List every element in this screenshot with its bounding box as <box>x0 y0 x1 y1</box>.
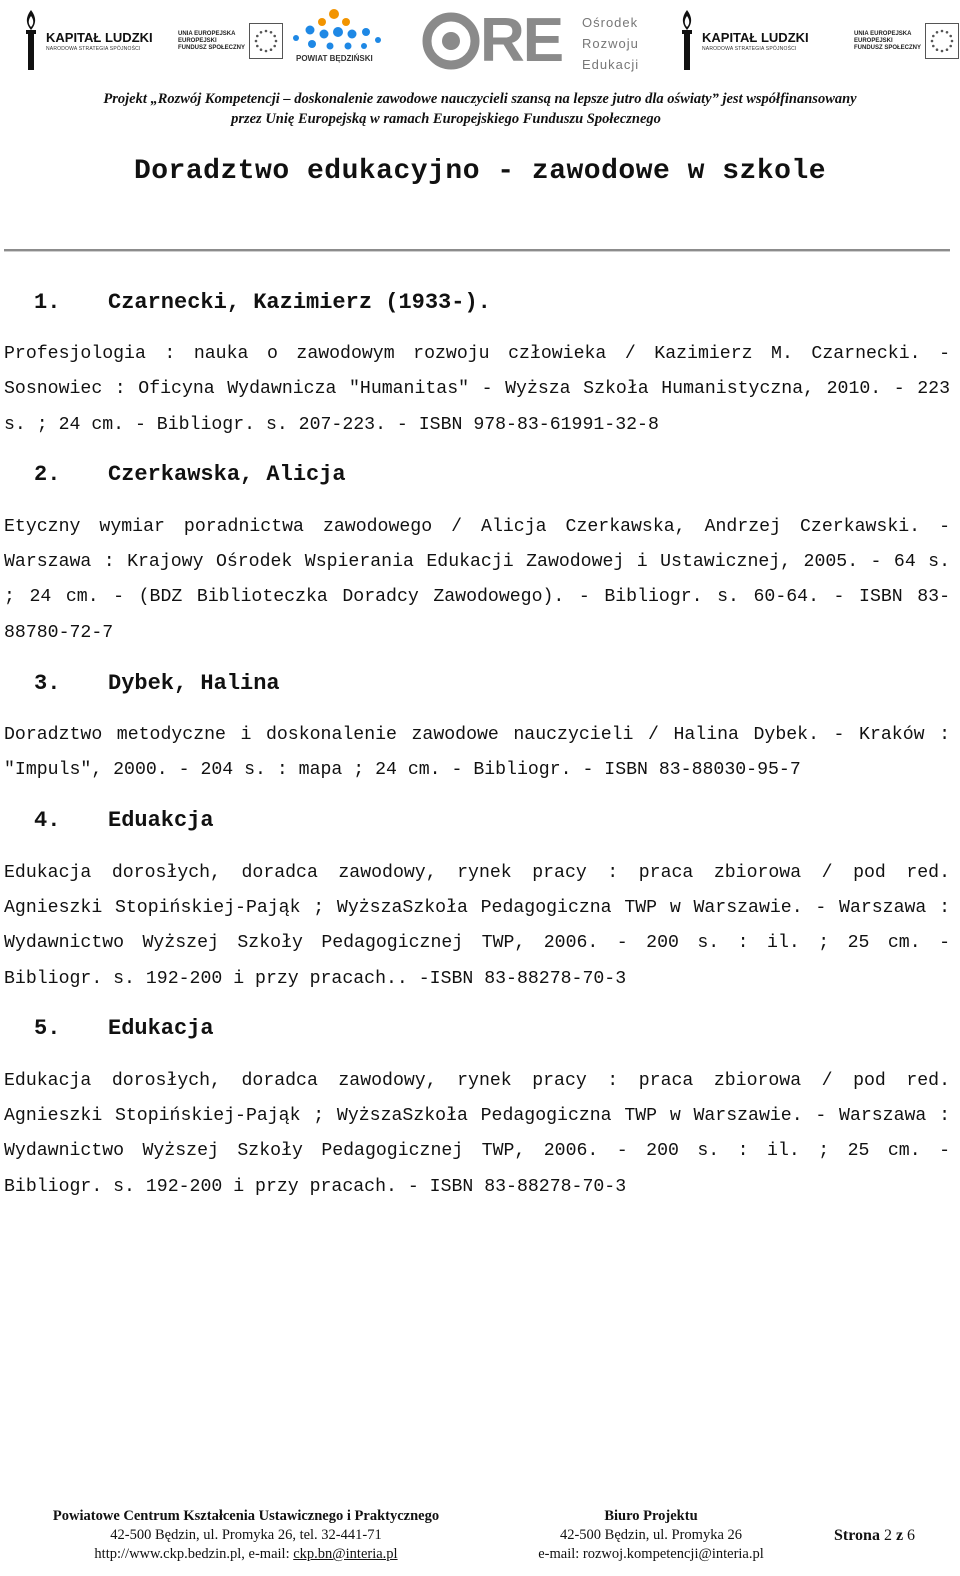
footer-institution-contact <box>20 1545 472 1564</box>
ore-line-3: Edukacji <box>582 57 640 72</box>
page-number <box>834 1527 915 1545</box>
page-label: Strona <box>834 1527 880 1544</box>
kapital-ludzki-logo-right <box>678 4 809 78</box>
entry-author: Eduakcja <box>108 808 214 834</box>
eu-line-3: FUNDUSZ SPOŁECZNY <box>854 44 922 51</box>
page-sep: z <box>895 1527 904 1544</box>
eu-line-2: EUROPEJSKI <box>178 37 217 44</box>
entry-description: Edukacja dorosłych, doradca zawodowy, rynek pracy : praca zbiorowa / pod red. Agnieszki Stopińskiej-Pająk ; WyższaSzkoła Pedagogiczna TWP w Warszawie. - Warszawa : Wydawnictwo Wyższej Szkoły Pedagogicznej TWP, 2006. - 200 s. : il. ; 25 cm. - Bibliogr. s. 192-200 i przy pracach.. -ISBN 83-88278-70-3 <box>4 862 950 989</box>
powiat-bedzinski-logo <box>286 8 386 70</box>
eu-flag-icon <box>925 23 959 59</box>
project-line-1: Projekt „Rozwój Kompetencji – doskonalenie zawodowe nauczycieli szansą na lepsze jutro dla oświaty” jest współfinansowany <box>103 91 857 107</box>
kl-title: KAPITAŁ LUDZKI <box>702 29 809 45</box>
entry-author: Dybek, Halina <box>108 670 280 696</box>
ore-wordmark: RE <box>480 6 563 75</box>
bibliography-entry <box>4 803 950 997</box>
title-divider <box>4 249 950 251</box>
eu-logo-left <box>178 18 283 64</box>
entry-number: 5. <box>34 1016 61 1042</box>
ore-side-text <box>582 12 639 75</box>
kl-title: KAPITAŁ LUDZKI <box>46 29 153 45</box>
torch-icon <box>678 8 696 74</box>
powiat-label: POWIAT BĘDZIŃSKI <box>296 54 373 63</box>
entry-heading <box>4 457 950 493</box>
kl-subtitle: NARODOWA STRATEGIA SPÓJNOŚCI <box>702 45 797 52</box>
entry-number: 3. <box>34 670 61 696</box>
powiat-dots-icon <box>286 8 386 54</box>
torch-icon <box>22 8 40 74</box>
ore-logo <box>422 8 662 74</box>
ore-line-2: Rozwoju <box>582 36 639 51</box>
footer-office-address: 42-500 Będzin, ul. Promyka 26 <box>559 1527 743 1543</box>
entry-author: Czarnecki, Kazimierz (1933-). <box>108 289 491 315</box>
eu-line-2: EUROPEJSKI <box>854 37 893 44</box>
ore-line-1: Ośrodek <box>582 15 639 30</box>
bibliography-entry <box>4 665 950 789</box>
bibliography-entry <box>4 457 950 651</box>
footer-email-link[interactable]: ckp.bn@interia.pl <box>293 1546 398 1562</box>
kapital-ludzki-logo-left <box>22 4 153 78</box>
eu-line-3: FUNDUSZ SPOŁECZNY <box>178 44 246 51</box>
project-line-2: przez Unię Europejską w ramach Europejskiego Funduszu Społecznego <box>231 111 661 127</box>
footer-web: http://www.ckp.bedzin.pl, e-mail: <box>94 1546 294 1562</box>
entry-description: Profesjologia : nauka o zawodowym rozwoju człowieka / Kazimierz M. Czarnecki. - Sosnowiec : Oficyna Wydawnicza "Humanitas" - Wyższa Szkoła Humanistyczna, 2010. - 223 s. ; 24 cm. - Bibliogr. s. 207-223. - ISBN 978-83-61991-32-8 <box>4 344 950 435</box>
eu-logo-right <box>854 18 959 64</box>
document-title: Doradztwo edukacyjno - zawodowe w szkole <box>133 156 827 187</box>
entry-description: Edukacja dorosłych, doradca zawodowy, rynek pracy : praca zbiorowa / pod red. Agnieszki Stopińskiej-Pająk ; WyższaSzkoła Pedagogiczna TWP w Warszawie. - Warszawa : Wydawnictwo Wyższej Szkoły Pedagogicznej TWP, 2006. - 200 s. : il. ; 25 cm. - Bibliogr. s. 192-200 i przy pracach. - ISBN 83-88278-70-3 <box>4 1070 950 1197</box>
entry-description: Doradztwo metodyczne i doskonalenie zawodowe nauczycieli / Halina Dybek. - Kraków : "Impuls", 2000. - 204 s. : mapa ; 24 cm. - Bibliogr. - ISBN 83-88030-95-7 <box>4 725 950 781</box>
footer-office-email: e-mail: rozwoj.kompetencji@interia.pl <box>538 1546 764 1562</box>
page-current: 2 <box>883 1527 892 1544</box>
bibliography-entry <box>4 284 950 443</box>
footer-project-office <box>504 1507 798 1564</box>
bibliography-entry <box>4 1011 950 1205</box>
footer-institution <box>20 1507 472 1564</box>
footer-institution-name: Powiatowe Centrum Kształcenia Ustawicznego i Praktycznego <box>52 1508 440 1524</box>
entry-author: Edukacja <box>108 1016 214 1042</box>
entry-heading <box>4 284 950 320</box>
entry-number: 1. <box>34 289 61 315</box>
eu-line-1: UNIA EUROPEJSKA <box>854 30 912 37</box>
entry-number: 4. <box>34 808 61 834</box>
ore-circle-icon <box>422 12 480 70</box>
entry-description: Etyczny wymiar poradnictwa zawodowego / Alicja Czerkawska, Andrzej Czerkawski. - Warszawa : Krajowy Ośrodek Wspierania Edukacji Zawodowej i Ustawicznej, 2005. - 64 s. ; 24 cm. - (BDZ Biblioteczka Doradcy Zawodowego). - Bibliogr. s. 60-64. - ISBN 83-88780-72-7 <box>4 516 950 643</box>
eu-flag-icon <box>249 23 283 59</box>
kl-subtitle: NARODOWA STRATEGIA SPÓJNOŚCI <box>46 45 141 52</box>
entry-heading <box>4 1011 950 1047</box>
entry-heading <box>4 665 950 701</box>
page-footer <box>0 1507 960 1573</box>
footer-office-name: Biuro Projektu <box>604 1508 698 1524</box>
page-total: 6 <box>907 1527 916 1544</box>
entry-number: 2. <box>34 462 61 488</box>
entry-author: Czerkawska, Alicja <box>108 462 346 488</box>
bibliography-list <box>4 284 950 1219</box>
footer-institution-address: 42-500 Będzin, ul. Promyka 26, tel. 32-441-71 <box>110 1527 382 1543</box>
eu-line-1: UNIA EUROPEJSKA <box>178 30 236 37</box>
header-logos <box>0 0 960 88</box>
entry-heading <box>4 803 950 839</box>
